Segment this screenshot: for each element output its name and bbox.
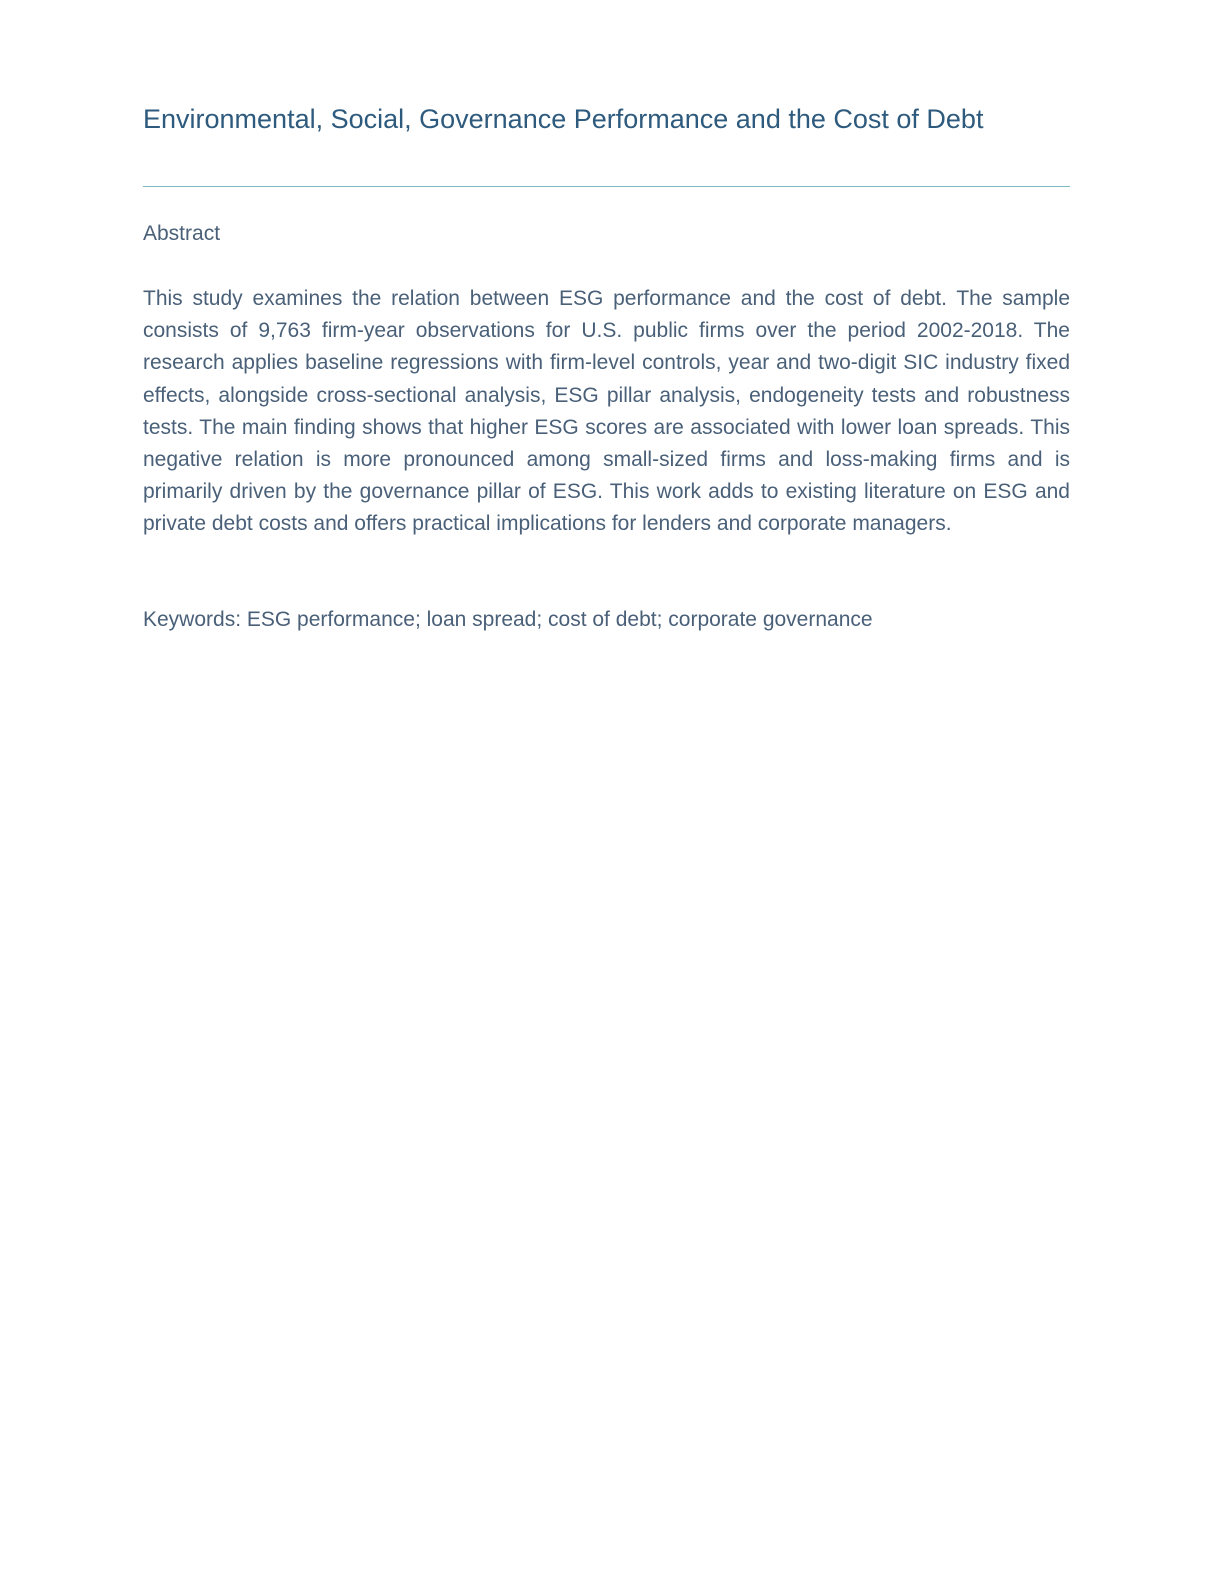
abstract-heading: Abstract [143, 222, 221, 245]
abstract-text: This study examines the relation between ESG performance and the cost of debt. The sample consists of 9,763 firm-year observations for U.S. public firms over the period 2002-2018. The research applies baseline regressions with firm-level controls, year and two-digit SIC industry fixed effects, alongside cross-sectional analysis, ESG pillar analysis, endogeneity tests and robustness tests. The main finding shows that higher ESG scores are associated with lower loan spreads. This negative relation is more pronounced among small-sized firms and loss-making firms and is primarily driven by the governance pillar of ESG. This work adds to existing literature on ESG and private debt costs and offers practical implications for lenders and corporate managers. [143, 287, 1070, 536]
keywords-line: Keywords: ESG performance; loan spread; cost of debt; corporate governance [143, 608, 873, 631]
title-divider [143, 186, 1070, 187]
paper-title: Environmental, Social, Governance Performance and the Cost of Debt [143, 104, 984, 134]
